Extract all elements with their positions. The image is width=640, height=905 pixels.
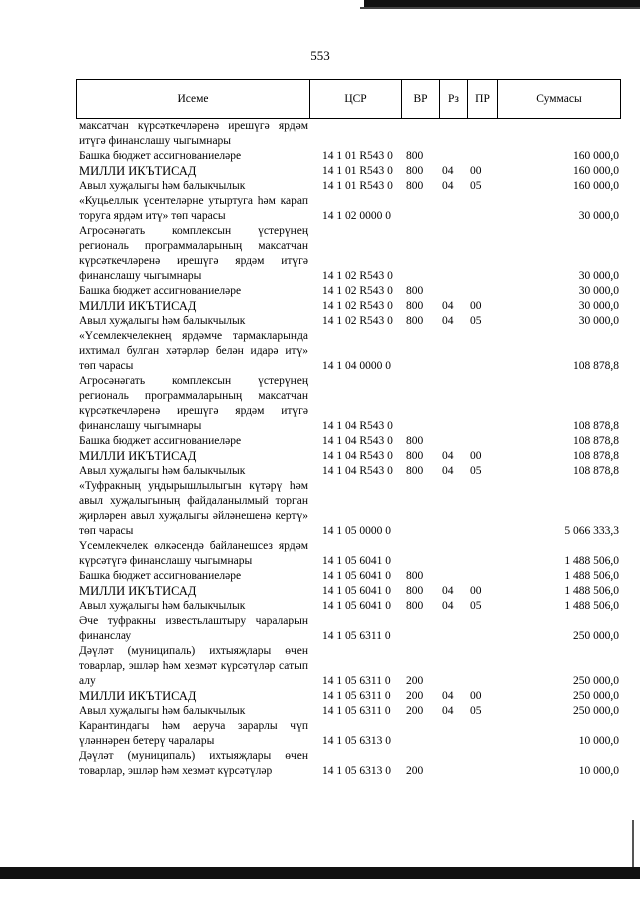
row-vr: 200: [406, 705, 424, 717]
row-vr: 800: [406, 465, 424, 477]
row-name: Агросәнәгать комплексын үстерүнең региональ программаларының максатчан күрсәткечләренә ирешүгә ярдәм итүгә финанслашу чыгымнары: [79, 225, 308, 282]
table-row: [76, 284, 621, 299]
row-name: Авыл хуҗалыгы һәм балыкчылык: [79, 465, 246, 477]
row-name: Дәүләт (муниципаль) ихтыяҗлары өчен товарлар, эшләр һәм хезмәт күрсәтүләр: [79, 750, 308, 777]
row-name: МИЛЛИ ИКЪТИСАД: [79, 299, 197, 313]
row-csr: 14 1 05 6311 0: [322, 705, 391, 717]
row-sum: 30 000,0: [578, 210, 619, 222]
row-rz: 04: [442, 585, 454, 597]
row-name: «Куцьеллык үсентеләрне утыртуга һәм карап торуга ярдәм итү» төп чарасы: [79, 195, 308, 222]
table-row: [76, 599, 621, 614]
row-sum: 108 878,8: [573, 450, 619, 462]
table-row: [76, 539, 621, 569]
row-name: Авыл хуҗалыгы һәм балыкчылык: [79, 180, 246, 192]
row-name: «Туфракның уңдырышлылыгын күтәрү һәм авыл хуҗалыгының файдаланылмый торган җирләрен авыл хуҗалыгы әйләнешенә кертү» төп чарасы: [79, 480, 308, 537]
row-rz: 04: [442, 600, 454, 612]
row-csr: 14 1 04 R543 0: [322, 435, 393, 447]
budget-table: [76, 79, 621, 779]
table-row: [76, 584, 621, 599]
table-row: [76, 644, 621, 689]
row-csr: 14 1 05 6311 0: [322, 690, 391, 702]
table-row: [76, 374, 621, 434]
row-csr: 14 1 01 R543 0: [322, 180, 393, 192]
row-vr: 800: [406, 585, 424, 597]
row-name: Дәүләт (муниципаль) ихтыяҗлары өчен товарлар, эшләр һәм хезмәт күрсәтүләр сатып алу: [79, 645, 308, 687]
row-sum: 1 488 506,0: [564, 570, 619, 582]
row-pr: 00: [470, 585, 482, 597]
row-csr: 14 1 02 R543 0: [322, 300, 393, 312]
table-row: [76, 569, 621, 584]
header-csr: ЦСР: [309, 80, 401, 118]
row-csr: 14 1 02 R543 0: [322, 285, 393, 297]
row-pr: 05: [470, 600, 482, 612]
table-row: [76, 719, 621, 749]
row-name: Авыл хуҗалыгы һәм балыкчылык: [79, 315, 246, 327]
page-number: 553: [310, 48, 330, 63]
row-sum: 1 488 506,0: [564, 600, 619, 612]
table-row: [76, 224, 621, 284]
row-rz: 04: [442, 165, 454, 177]
row-csr: 14 1 04 R543 0: [322, 465, 393, 477]
row-pr: 00: [470, 300, 482, 312]
row-rz: 04: [442, 450, 454, 462]
row-csr: 14 1 05 0000 0: [322, 525, 391, 537]
row-sum: 108 878,8: [573, 360, 619, 372]
header-sum: Суммасы: [497, 80, 620, 118]
table-row: [76, 314, 621, 329]
row-name: «Үсемлекчелекнең ярдәмче тармакларында ихтимал булган хәтәрләр белән идарә итү» төп чарасы: [79, 330, 308, 372]
row-name: МИЛЛИ ИКЪТИСАД: [79, 584, 197, 598]
row-sum: 160 000,0: [573, 180, 619, 192]
row-name: Әче туфракны известьлаштыру чараларын финанслау: [79, 615, 308, 642]
row-sum: 250 000,0: [573, 630, 619, 642]
row-name: Агросәнәгать комплексын үстерүнең региональ программаларының максатчан күрсәткечләренә ирешүгә ярдәм итүгә финанслашу чыгымнары: [79, 375, 308, 432]
row-vr: 200: [406, 690, 424, 702]
row-pr: 00: [470, 165, 482, 177]
row-csr: 14 1 05 6311 0: [322, 675, 391, 687]
header-vr: ВР: [401, 80, 439, 118]
row-sum: 108 878,8: [573, 465, 619, 477]
table-body: [76, 119, 621, 779]
scan-edge-bottom: [0, 867, 640, 879]
row-sum: 10 000,0: [578, 765, 619, 777]
row-vr: 800: [406, 450, 424, 462]
row-name: Авыл хуҗалыгы һәм балыкчылык: [79, 600, 246, 612]
row-sum: 160 000,0: [573, 165, 619, 177]
row-vr: 200: [406, 675, 424, 687]
row-rz: 04: [442, 300, 454, 312]
table-row: [76, 614, 621, 644]
row-vr: 800: [406, 600, 424, 612]
row-csr: 14 1 02 R543 0: [322, 315, 393, 327]
row-name: МИЛЛИ ИКЪТИСАД: [79, 689, 197, 703]
row-sum: 10 000,0: [578, 735, 619, 747]
row-vr: 800: [406, 180, 424, 192]
table-row: [76, 179, 621, 194]
table-row: [76, 464, 621, 479]
table-row: [76, 689, 621, 704]
table-row: [76, 194, 621, 224]
table-row: [76, 434, 621, 449]
header-pr: ПР: [467, 80, 497, 118]
row-name: Башка бюджет ассигнованиеләре: [79, 435, 242, 447]
row-csr: 14 1 04 0000 0: [322, 360, 391, 372]
table-row: [76, 119, 621, 149]
row-name: МИЛЛИ ИКЪТИСАД: [79, 164, 197, 178]
row-sum: 250 000,0: [573, 675, 619, 687]
row-name: максатчан күрсәткечләренә ирешүгә ярдәм итүгә финанслашу чыгымнары: [79, 120, 308, 147]
row-name: Башка бюджет ассигнованиеләре: [79, 285, 242, 297]
row-rz: 04: [442, 315, 454, 327]
table-row: [76, 479, 621, 539]
row-vr: 800: [406, 165, 424, 177]
scan-edge-top: [364, 0, 640, 7]
row-rz: 04: [442, 690, 454, 702]
row-vr: 800: [406, 315, 424, 327]
row-sum: 30 000,0: [578, 270, 619, 282]
row-csr: 14 1 05 6041 0: [322, 570, 391, 582]
row-sum: 30 000,0: [578, 285, 619, 297]
row-vr: 800: [406, 570, 424, 582]
row-pr: 00: [470, 690, 482, 702]
row-csr: 14 1 05 6041 0: [322, 585, 391, 597]
row-csr: 14 1 01 R543 0: [322, 150, 393, 162]
row-name: Авыл хуҗалыгы һәм балыкчылык: [79, 705, 246, 717]
row-sum: 30 000,0: [578, 315, 619, 327]
table-row: [76, 329, 621, 374]
scan-edge-side: [632, 820, 634, 870]
row-name: Башка бюджет ассигнованиеләре: [79, 150, 242, 162]
row-rz: 04: [442, 465, 454, 477]
row-sum: 250 000,0: [573, 705, 619, 717]
row-sum: 1 488 506,0: [564, 555, 619, 567]
row-pr: 05: [470, 180, 482, 192]
row-pr: 05: [470, 465, 482, 477]
scan-edge-top-shadow: [360, 7, 640, 9]
table-header: [76, 79, 621, 119]
row-sum: 160 000,0: [573, 150, 619, 162]
row-sum: 108 878,8: [573, 420, 619, 432]
row-vr: 800: [406, 300, 424, 312]
table-row: [76, 449, 621, 464]
row-rz: 04: [442, 180, 454, 192]
row-pr: 05: [470, 705, 482, 717]
row-csr: 14 1 02 R543 0: [322, 270, 393, 282]
row-sum: 108 878,8: [573, 435, 619, 447]
header-name: Исеме: [177, 92, 209, 105]
row-rz: 04: [442, 705, 454, 717]
table-row: [76, 299, 621, 314]
row-csr: 14 1 05 6313 0: [322, 735, 391, 747]
row-csr: 14 1 04 R543 0: [322, 420, 393, 432]
row-csr: 14 1 05 6041 0: [322, 555, 391, 567]
row-pr: 00: [470, 450, 482, 462]
row-vr: 200: [406, 765, 424, 777]
row-sum: 250 000,0: [573, 690, 619, 702]
row-csr: 14 1 04 R543 0: [322, 450, 393, 462]
table-row: [76, 149, 621, 164]
row-csr: 14 1 05 6313 0: [322, 765, 391, 777]
table-row: [76, 704, 621, 719]
row-pr: 05: [470, 315, 482, 327]
row-name: МИЛЛИ ИКЪТИСАД: [79, 449, 197, 463]
row-sum: 30 000,0: [578, 300, 619, 312]
row-vr: 800: [406, 150, 424, 162]
header-rz: Рз: [439, 80, 467, 118]
row-csr: 14 1 05 6041 0: [322, 600, 391, 612]
row-sum: 5 066 333,3: [564, 525, 619, 537]
table-row: [76, 749, 621, 779]
row-name: Башка бюджет ассигнованиеләре: [79, 570, 242, 582]
row-sum: 1 488 506,0: [564, 585, 619, 597]
row-vr: 800: [406, 435, 424, 447]
row-name: Үсемлекчелек өлкәсендә байланешсез ярдәм күрсәтүгә финанслашу чыгымнары: [79, 540, 308, 567]
row-csr: 14 1 05 6311 0: [322, 630, 391, 642]
row-name: Карантиндагы һәм аеруча зарарлы чүп үләннәрен бетерү чаралары: [79, 720, 308, 747]
row-vr: 800: [406, 285, 424, 297]
row-csr: 14 1 02 0000 0: [322, 210, 391, 222]
table-row: [76, 164, 621, 179]
row-csr: 14 1 01 R543 0: [322, 165, 393, 177]
